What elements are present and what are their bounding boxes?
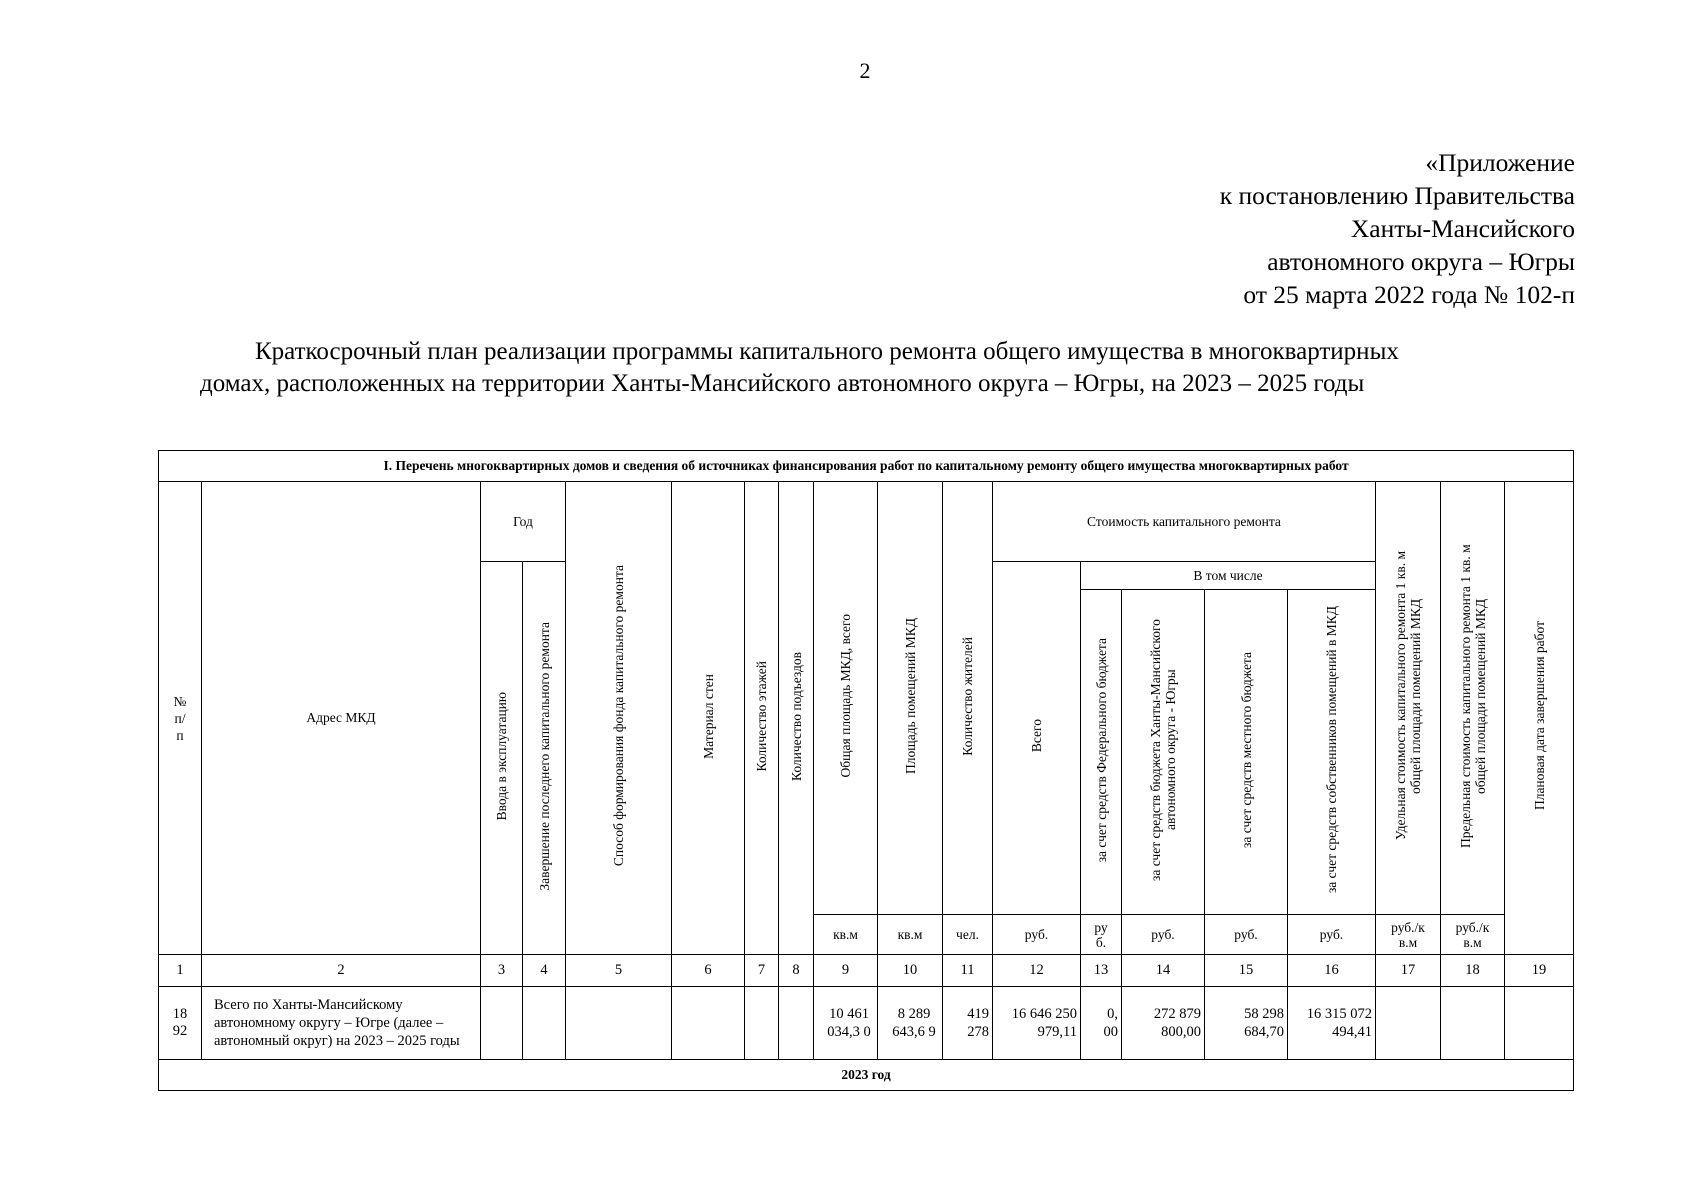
column-number: 9: [814, 955, 878, 987]
column-number: 6: [672, 955, 745, 987]
header-local: за счет средств местного бюджета: [1205, 590, 1288, 915]
title-line: Краткосрочный план реализации программы капитального ремонта общего имущества в многоквартирных: [255, 338, 1399, 365]
total-row: [159, 987, 1574, 1060]
column-number: 17: [1376, 955, 1441, 987]
column-number: 19: [1505, 955, 1574, 987]
column-number: 14: [1122, 955, 1205, 987]
unit-federal: ру б.: [1081, 915, 1122, 955]
column-number: 1: [159, 955, 202, 987]
title-line: домах, расположенных на территории Ханты-Мансийского автономного округа – Югры, на 2023 – 2025 годы: [200, 370, 1365, 397]
appendix-line: Ханты-Мансийского: [1350, 214, 1575, 243]
unit-premises-area: кв.м: [878, 915, 943, 955]
unit-unit-cost: руб./к в.м: [1376, 915, 1441, 955]
column-number: 5: [566, 955, 672, 987]
unit-cost-value: [1376, 987, 1441, 1060]
column-number: 11: [943, 955, 993, 987]
year-section-row: 2023 год: [159, 1060, 1574, 1091]
appendix-line: «Приложение: [1425, 148, 1575, 177]
column-number: 15: [1205, 955, 1288, 987]
header-floors: Количество этажей: [745, 482, 779, 955]
federal-value: 0, 00: [1081, 987, 1122, 1060]
appendix-line: к постановлению Правительства: [1219, 181, 1575, 210]
header-total-area: Общая площадь МКД, всего: [814, 482, 878, 915]
residents-value: 419 278: [943, 987, 993, 1060]
unit-owners: руб.: [1288, 915, 1376, 955]
local-value: 58 298 684,70: [1205, 987, 1288, 1060]
column-number: 13: [1081, 955, 1122, 987]
header-unit-cost: Удельная стоимость капитального ремонта 1 кв. м общей площади помещений МКД: [1376, 482, 1441, 915]
total-last-repair: [523, 987, 566, 1060]
header-residents: Количество жителей: [943, 482, 993, 915]
column-number: 12: [993, 955, 1081, 987]
regional-value: 272 879 800,00: [1122, 987, 1205, 1060]
unit-cost-total: руб.: [993, 915, 1081, 955]
header-last-repair: Завершение последнего капитального ремонта: [523, 562, 566, 955]
header-including: В том числе: [1081, 562, 1376, 590]
total-num: 18 92: [159, 987, 202, 1060]
total-area-value: 10 461 034,3 0: [814, 987, 878, 1060]
header-max-cost: Предельная стоимость капитального ремонта 1 кв. м общей площади помещений МКД: [1441, 482, 1505, 915]
unit-local: руб.: [1205, 915, 1288, 955]
header-cost-group: Стоимость капитального ремонта: [993, 482, 1376, 562]
header-num: № п/ п: [159, 482, 202, 955]
column-number: 3: [481, 955, 523, 987]
column-number: 16: [1288, 955, 1376, 987]
column-number: 10: [878, 955, 943, 987]
page-number: 2: [859, 58, 871, 83]
document-title: [200, 336, 1560, 400]
header-regional: за счет средств бюджета Ханты-Мансийского автономного округа - Югры: [1122, 590, 1205, 915]
max-cost-value: [1441, 987, 1505, 1060]
section-title: I. Перечень многоквартирных домов и сведения об источниках финансирования работ по капитальному ремонту общего имущества многоквартирных работ: [159, 451, 1574, 482]
unit-residents: чел.: [943, 915, 993, 955]
header-year: Год: [481, 482, 566, 562]
repair-plan-table: [158, 450, 1574, 1091]
column-number: 8: [779, 955, 814, 987]
header-fund-method: Способ формирования фонда капитального ремонта: [566, 482, 672, 955]
total-floors: [745, 987, 779, 1060]
unit-regional: руб.: [1122, 915, 1205, 955]
header-entrances: Количество подъездов: [779, 482, 814, 955]
header-premises-area: Площадь помещений МКД: [878, 482, 943, 915]
header-commission: Ввода в эксплуатацию: [481, 562, 523, 955]
cost-total-value: 16 646 250 979,11: [993, 987, 1081, 1060]
header-wall-material: Материал стен: [672, 482, 745, 955]
header-planned-date: Плановая дата завершения работ: [1505, 482, 1574, 955]
premises-area-value: 8 289 643,6 9: [878, 987, 943, 1060]
total-fund-method: [566, 987, 672, 1060]
column-number-row: [159, 955, 1574, 987]
owners-value: 16 315 072 494,41: [1288, 987, 1376, 1060]
header-address: Адрес МКД: [202, 482, 481, 955]
appendix-line: от 25 марта 2022 года № 102-п: [1243, 280, 1575, 309]
total-entrances: [779, 987, 814, 1060]
header-owners: за счет средств собственников помещений в МКД: [1288, 590, 1376, 915]
unit-max-cost: руб./к в.м: [1441, 915, 1505, 955]
total-address: Всего по Ханты-Мансийскому автономному округу – Югре (далее – автономный округ) на 2023 – 2025 годы: [202, 987, 481, 1060]
appendix-block: [1220, 146, 1575, 311]
total-wall-material: [672, 987, 745, 1060]
header-federal: за счет средств Федерального бюджета: [1081, 590, 1122, 915]
planned-date-value: [1505, 987, 1574, 1060]
column-number: 2: [202, 955, 481, 987]
header-cost-total: Всего: [993, 562, 1081, 915]
column-number: 18: [1441, 955, 1505, 987]
appendix-line: автономного округа – Югры: [1267, 247, 1575, 276]
column-number: 4: [523, 955, 566, 987]
unit-total-area: кв.м: [814, 915, 878, 955]
total-commission: [481, 987, 523, 1060]
column-number: 7: [745, 955, 779, 987]
